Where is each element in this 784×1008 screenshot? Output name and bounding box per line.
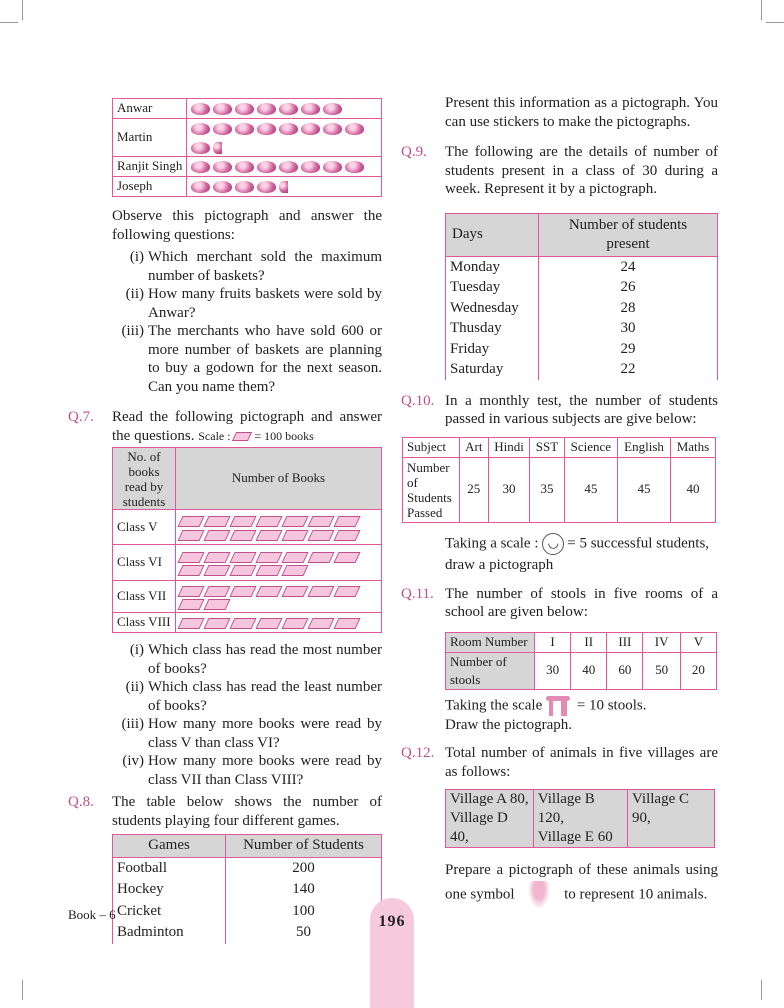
column-header: Subject <box>403 437 460 457</box>
basket-icon <box>235 161 254 173</box>
smiley-icon: ◡ <box>542 533 564 555</box>
class-name: Class VIII <box>113 613 176 633</box>
book-icon <box>203 530 230 541</box>
basket-icon <box>257 103 276 115</box>
subjects-table <box>402 437 716 523</box>
book-icon <box>281 586 308 597</box>
book-icon <box>255 586 282 597</box>
basket-icon <box>191 161 210 173</box>
basket-icons <box>187 99 382 119</box>
book-icon <box>177 586 204 597</box>
sub-question <box>118 322 382 396</box>
book-icon <box>281 530 308 541</box>
basket-icon <box>345 123 364 135</box>
column-header: Art <box>460 437 489 457</box>
column-header: Days <box>446 213 539 256</box>
book-icon <box>229 516 256 527</box>
crop-mark <box>761 0 762 20</box>
instruction-text-post: to represent 10 animals. <box>564 886 708 903</box>
value-cell: 35 <box>530 457 564 522</box>
table-row <box>113 545 382 581</box>
scale-value: = 100 books <box>254 428 314 443</box>
q11-scale <box>445 696 718 735</box>
value-cell: 20 <box>680 652 716 689</box>
book-icon <box>203 599 230 610</box>
header-right: Number of Books <box>176 448 382 510</box>
column-header: I <box>535 632 571 652</box>
book-icon <box>229 565 256 576</box>
table-row <box>446 339 718 360</box>
basket-icon <box>323 161 342 173</box>
table-row <box>113 581 382 613</box>
book-icon <box>177 552 204 563</box>
class-name: Class VII <box>113 581 176 613</box>
q12-text: Total number of animals in five villages are as follows: <box>445 745 718 780</box>
basket-icon <box>235 123 254 135</box>
q9-label: Q.9. <box>401 144 427 160</box>
animal-icon <box>528 881 550 909</box>
basket-icon <box>257 161 276 173</box>
book-icon <box>333 552 360 563</box>
basket-icon <box>279 123 298 135</box>
table-cell: 30 <box>539 318 718 339</box>
table-row <box>113 177 382 197</box>
table-row <box>113 922 382 944</box>
q8-block <box>68 793 382 830</box>
table-row <box>113 613 382 633</box>
draw-instruction: Draw the pictograph. <box>445 716 573 733</box>
basket-icon <box>235 181 254 193</box>
book-icon <box>281 516 308 527</box>
sub-question-text: Which class has read the least number of books? <box>148 679 382 714</box>
column-header: Room Number <box>446 632 535 652</box>
book-icon <box>255 552 282 563</box>
basket-icon <box>301 103 320 115</box>
merchant-name: Anwar <box>113 99 187 119</box>
scale-label: Scale : <box>198 428 231 443</box>
book-icons <box>176 545 382 581</box>
table-cell: Thusday <box>446 318 539 339</box>
basket-icon <box>191 103 210 115</box>
sub-question <box>118 285 382 322</box>
sub-question <box>118 715 382 752</box>
half-basket-icon <box>213 142 222 154</box>
table-row <box>113 879 382 901</box>
sub-question-text: The merchants who have sold 600 or more number of baskets are planning to buy a godown for the next season. Can you name them? <box>148 323 382 395</box>
book-icons <box>176 613 382 633</box>
village-e: Village E 60 <box>537 829 613 845</box>
book-icon <box>255 530 282 541</box>
table-row <box>113 99 382 119</box>
right-column <box>401 94 718 909</box>
value-cell: 30 <box>488 457 530 522</box>
stools-table <box>445 632 717 690</box>
book-icon <box>333 618 360 629</box>
table-cell: Friday <box>446 339 539 360</box>
book-icon <box>229 552 256 563</box>
scale-text-post: = 5 successful students, draw a pictograph <box>445 534 710 573</box>
basket-icon <box>323 103 342 115</box>
q8-after: Present this information as a pictograph. You can use stickers to make the pictographs. <box>445 95 718 130</box>
table-row <box>113 510 382 545</box>
scale-text: Taking a scale : <box>445 534 539 551</box>
basket-icon <box>213 181 232 193</box>
basket-icon <box>345 161 364 173</box>
table-cell: Saturday <box>446 359 539 380</box>
book-icon <box>333 586 360 597</box>
attendance-table <box>445 213 718 380</box>
sub-question <box>118 641 382 678</box>
value-cell: 60 <box>607 652 643 689</box>
basket-icon <box>213 123 232 135</box>
row-label: Number of Students Passed <box>403 457 460 522</box>
column-header: V <box>680 632 716 652</box>
sub-question-number: (i) <box>129 249 144 265</box>
book-icon <box>177 618 204 629</box>
book-icon <box>307 618 334 629</box>
q10-label: Q.10. <box>401 392 435 409</box>
basket-icon <box>279 161 298 173</box>
q7-question: Read the following pictograph and answer the questions. <box>112 409 382 444</box>
book-icons <box>176 581 382 613</box>
column-header: Maths <box>670 437 715 457</box>
sub-question-text: How many fruits baskets were sold by Anwar? <box>148 286 382 321</box>
column-header: III <box>607 632 643 652</box>
merchant-name: Martin <box>113 119 187 157</box>
book-icon <box>307 530 334 541</box>
book-icon <box>229 618 256 629</box>
q8-label: Q.8. <box>68 794 94 811</box>
column-header: SST <box>530 437 564 457</box>
table-cell: Football <box>113 857 226 879</box>
q10-block <box>401 392 718 429</box>
table-row <box>113 901 382 923</box>
column-header: IV <box>643 632 680 652</box>
sub-question-text: Which class has read the most number of books? <box>148 642 382 677</box>
table-cell: 29 <box>539 339 718 360</box>
sub-question-text: How many more books were read by class V than class VI? <box>148 716 382 751</box>
village-d: Village D 40, <box>450 810 508 845</box>
village-a: Village A 80, <box>450 791 529 807</box>
sub-question-number: (i) <box>129 642 144 659</box>
basket-icon <box>323 123 342 135</box>
games-table <box>112 834 382 944</box>
crop-mark <box>22 980 23 1000</box>
basket-icon <box>213 103 232 115</box>
sub-question-text: Which merchant sold the maximum number of baskets? <box>148 249 382 284</box>
value-cell: 45 <box>618 457 671 522</box>
village-b: Village B 120, <box>537 791 595 826</box>
instruction-text: Prepare a pictograph of these animals using one symbol <box>445 862 718 903</box>
book-icon <box>307 586 334 597</box>
q9-text: The following are the details of number of students present in a class of 30 during a week. Represent it by a pictograph. <box>445 144 718 197</box>
column-header: English <box>618 437 671 457</box>
crop-mark <box>761 980 762 1000</box>
book-icon <box>281 565 308 576</box>
scale-text-post: = 10 stools. <box>576 696 647 713</box>
q7-label: Q.7. <box>68 409 94 425</box>
q9-block <box>401 143 718 199</box>
sub-question-number: (iii) <box>121 323 144 339</box>
q12-label: Q.12. <box>401 745 435 761</box>
q10-text: In a monthly test, the number of students passed in various subjects are give below: <box>445 392 718 427</box>
book-icon <box>203 516 230 527</box>
basket-icon <box>301 161 320 173</box>
sub-question-number: (iv) <box>122 753 144 770</box>
value-cell: 25 <box>460 457 489 522</box>
table-cell: Tuesday <box>446 277 539 298</box>
table-cell: 140 <box>226 879 382 901</box>
q7-text <box>68 408 382 445</box>
q8-text: The table below shows the number of students playing four different games. <box>112 794 382 829</box>
table-cell: 50 <box>226 922 382 944</box>
table-cell: Monday <box>446 256 539 277</box>
table-row <box>446 298 718 319</box>
header-row <box>446 213 718 256</box>
crop-mark <box>0 22 18 23</box>
sub-question-number: (ii) <box>125 679 144 696</box>
basket-icon <box>279 103 298 115</box>
book-icon <box>307 516 334 527</box>
book-icon <box>229 530 256 541</box>
row-label: Number of stools <box>446 652 535 689</box>
sub-question-number: (iii) <box>121 716 144 733</box>
table-cell: 100 <box>226 901 382 923</box>
sub-question <box>118 248 382 285</box>
q10-scale <box>445 533 718 575</box>
header-row <box>446 632 717 652</box>
column-header: II <box>571 632 607 652</box>
basket-icon <box>257 181 276 193</box>
table-row <box>113 157 382 177</box>
q12-instruction <box>445 860 718 909</box>
sub-question-number: (ii) <box>125 286 144 302</box>
q11-block <box>401 585 718 622</box>
header-row <box>403 437 716 457</box>
table-cell: 28 <box>539 298 718 319</box>
q7-questions <box>118 641 382 789</box>
half-basket-icon <box>279 181 288 193</box>
basket-icon <box>191 181 210 193</box>
book-icon <box>255 565 282 576</box>
table-cell: Hockey <box>113 879 226 901</box>
crop-mark <box>766 22 784 23</box>
book-icon <box>281 552 308 563</box>
basket-icon <box>235 103 254 115</box>
table-row <box>403 457 716 522</box>
basket-pictograph-table <box>112 98 382 197</box>
table-cell: Badminton <box>113 922 226 944</box>
table-cell: 22 <box>539 359 718 380</box>
page-number: 196 <box>378 913 406 930</box>
sub-question <box>118 678 382 715</box>
q11-label: Q.11. <box>401 585 434 602</box>
table-row <box>446 652 717 689</box>
q11-text: The number of stools in five rooms of a school are given below: <box>445 585 718 620</box>
value-cell: 45 <box>564 457 618 522</box>
table-cell: 200 <box>226 857 382 879</box>
q6-intro: Observe this pictograph and answer the following questions: <box>112 208 382 243</box>
sub-question-text: How many more books were read by class VII than Class VIII? <box>148 753 382 788</box>
column-header: Science <box>564 437 618 457</box>
value-cell: 40 <box>571 652 607 689</box>
book-icon <box>177 565 204 576</box>
basket-icon <box>191 123 210 135</box>
basket-icon <box>213 161 232 173</box>
value-cell: 50 <box>643 652 680 689</box>
table-cell: 26 <box>539 277 718 298</box>
book-icon <box>255 618 282 629</box>
scale-text: Taking the scale <box>445 696 543 713</box>
table-row <box>446 359 718 380</box>
book-icon <box>255 516 282 527</box>
sub-question <box>118 752 382 789</box>
merchant-name: Ranjit Singh <box>113 157 187 177</box>
table-row <box>446 277 718 298</box>
table-cell: 24 <box>539 256 718 277</box>
table-row <box>446 318 718 339</box>
table-cell: Wednesday <box>446 298 539 319</box>
table-row <box>113 857 382 879</box>
basket-icons <box>187 177 382 197</box>
book-icon <box>333 530 360 541</box>
book-icons <box>176 510 382 545</box>
book-icon <box>177 530 204 541</box>
class-name: Class VI <box>113 545 176 581</box>
book-icon <box>177 599 204 610</box>
value-cell: 40 <box>670 457 715 522</box>
column-header: Games <box>113 835 226 858</box>
basket-icons <box>187 157 382 177</box>
book-icon <box>203 586 230 597</box>
table-row <box>113 119 382 157</box>
book-icon <box>281 618 308 629</box>
header-row <box>113 835 382 858</box>
book-icon <box>333 516 360 527</box>
book-icon <box>203 618 230 629</box>
table-row <box>446 256 718 277</box>
class-name: Class V <box>113 510 176 545</box>
books-pictograph-table <box>112 447 382 633</box>
crop-mark <box>22 0 23 20</box>
book-icon <box>232 432 252 441</box>
column-header: Number of students present <box>539 213 718 256</box>
village-c: Village C 90, <box>631 791 689 826</box>
book-label: Book – 6 <box>68 907 116 922</box>
value-cell: 30 <box>535 652 571 689</box>
stool-icon <box>546 696 570 716</box>
q12-block <box>401 744 718 781</box>
basket-icon <box>191 142 210 154</box>
table-cell: Cricket <box>113 901 226 923</box>
header-left: No. of books read by students <box>113 448 176 510</box>
basket-icons <box>187 119 382 157</box>
column-header: Hindi <box>488 437 530 457</box>
book-icon <box>177 516 204 527</box>
merchant-name: Joseph <box>113 177 187 197</box>
basket-icon <box>257 123 276 135</box>
villages-box <box>445 789 715 848</box>
book-icon <box>203 552 230 563</box>
book-icon <box>307 552 334 563</box>
book-icon <box>203 565 230 576</box>
q6-questions <box>118 248 382 396</box>
book-icon <box>229 586 256 597</box>
column-header: Number of Students <box>226 835 382 858</box>
basket-icon <box>301 123 320 135</box>
